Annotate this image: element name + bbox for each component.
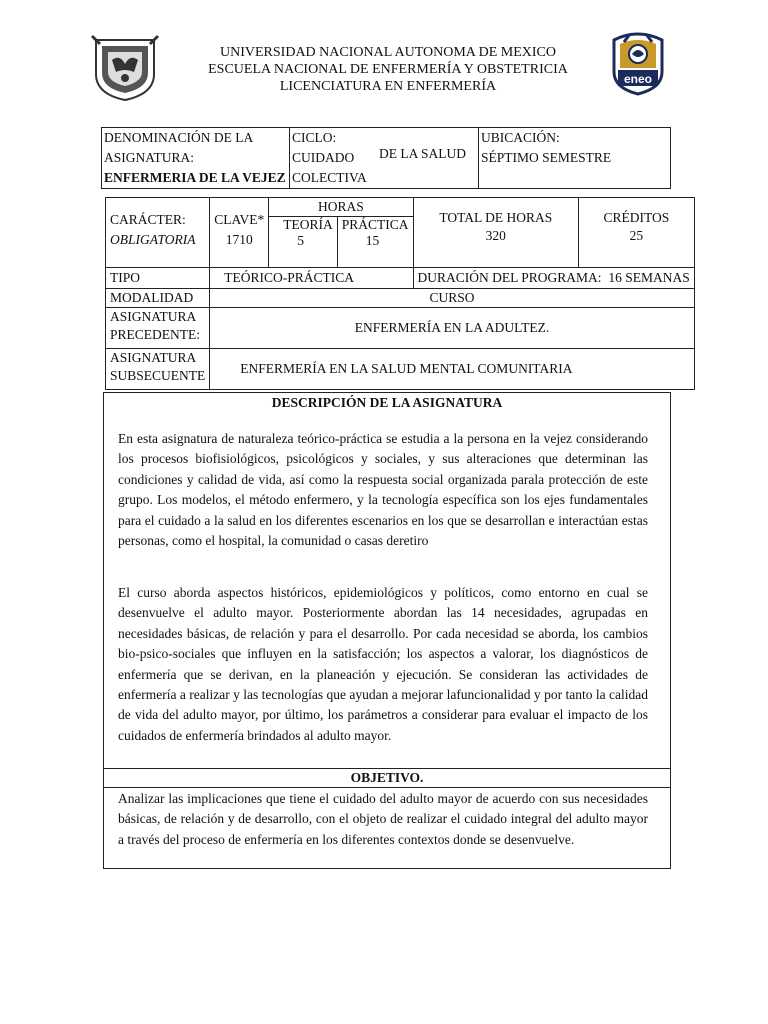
subsecuente-label-1: ASIGNATURA — [110, 350, 197, 365]
eneo-logo — [610, 30, 666, 96]
creditos-cell — [579, 198, 695, 268]
university-name: UNIVERSIDAD NACIONAL AUTONOMA DE MEXICO — [220, 45, 556, 60]
unam-seal-logo — [90, 34, 160, 102]
ciclo-value-2: COLECTIVA — [292, 170, 367, 185]
objective-section — [103, 787, 671, 869]
total-horas-label: TOTAL DE HORAS — [439, 210, 553, 225]
ciclo-value: CUIDADO — [292, 150, 355, 165]
program-name: LICENCIATURA EN ENFERMERÍA — [279, 79, 497, 94]
tipo-label: TIPO — [106, 268, 210, 289]
course-name: ENFERMERIA DE LA VEJEZ — [104, 170, 286, 185]
caracter-value: OBLIGATORIA — [110, 232, 196, 247]
ubicacion-label: UBICACIÓN: — [481, 130, 560, 145]
ciclo-value-cont: DE LA SALUD — [379, 146, 466, 161]
course-details-table — [105, 197, 695, 390]
practica-label: PRÁCTICA — [341, 217, 409, 232]
document-header — [170, 44, 606, 95]
subsecuente-label-2: SUBSECUENTE — [110, 368, 206, 383]
svg-text:eneo: eneo — [623, 72, 653, 86]
ubicacion-cell — [479, 128, 671, 189]
ubicacion-value: SÉPTIMO SEMESTRE — [481, 150, 612, 165]
caracter-cell — [106, 198, 210, 268]
course-info-table — [101, 127, 671, 189]
modalidad-value: CURSO — [210, 289, 694, 308]
horas-header: HORAS — [269, 198, 413, 217]
teoria-label: TEORÍA — [283, 217, 333, 232]
precedente-value: ENFERMERÍA EN LA ADULTEZ. — [210, 308, 694, 349]
practica-cell — [337, 217, 413, 268]
ciclo-label: CICLO: — [292, 130, 337, 145]
objective-text: Analizar las implicaciones que tiene el cuidado del adulto mayor de acuerdo con sus necesidades básicas, de relación y de desarrollo, con el objeto de realizar el cuidado integral del adulto mayor a través del proceso de enfermería en los diferentes contextos donde se desenvuelve. — [118, 791, 648, 847]
teoria-value: 5 — [297, 233, 305, 248]
modalidad-label: MODALIDAD — [106, 289, 210, 308]
denominacion-cell — [102, 128, 290, 189]
objective-title: OBJETIVO. — [103, 768, 671, 788]
duracion-cell — [413, 268, 694, 289]
creditos-value: 25 — [629, 228, 644, 243]
school-name: ESCUELA NACIONAL DE ENFERMERÍA Y OBSTETRICIA — [208, 62, 568, 77]
precedente-label — [106, 308, 210, 349]
description-paragraph-2: El curso aborda aspectos históricos, epidemiológicos y políticos, como entorno en cual se desenvuelve el adulto mayor. Posteriormente abordan las 14 necesidades, agrupadas en necesidades básicas, de relación y para el desarrollo. Por cada necesidad se aborda, los cambios bio-psico-sociales que influyen en la satisfacción; los aspectos a valorar, los diagnósticos de enfermería que se derivan, en la planeación y ejecución. Se consideran las actividades de enfermería a realizar y las tecnologías que ayudan a mejorar lafuncionalidad y por tanto la calidad de vida del adulto mayor, por último, los parámetros a considerar para evaluar el impacto de los cuidados de enfermería brindados al adulto mayor. — [118, 585, 648, 743]
creditos-label: CRÉDITOS — [603, 210, 670, 225]
clave-cell — [210, 198, 269, 268]
precedente-label-2: PRECEDENTE: — [110, 327, 200, 342]
denominacion-label-2: ASIGNATURA: — [104, 150, 195, 165]
precedente-label-1: ASIGNATURA — [110, 309, 197, 324]
duracion-value: 16 SEMANAS — [608, 270, 690, 285]
subsecuente-value: ENFERMERÍA EN LA SALUD MENTAL COMUNITARIA — [210, 349, 694, 390]
clave-label: CLAVE* — [214, 212, 265, 227]
tipo-value — [210, 268, 413, 289]
ciclo-cell — [290, 128, 479, 189]
caracter-label: CARÁCTER: — [110, 212, 186, 227]
total-horas-cell — [413, 198, 578, 268]
tipo-value-text: TEÓRICO-PRÁCTICA — [224, 270, 355, 285]
clave-value: 1710 — [225, 232, 253, 247]
total-horas-value: 320 — [485, 228, 506, 243]
teoria-cell — [269, 217, 338, 268]
denominacion-label: DENOMINACIÓN DE LA — [104, 130, 254, 145]
practica-value: 15 — [365, 233, 380, 248]
description-title: DESCRIPCIÓN DE LA ASIGNATURA — [271, 395, 503, 410]
subsecuente-label — [106, 349, 210, 390]
description-section — [103, 392, 671, 769]
duracion-label: DURACIÓN DEL PROGRAMA: — [417, 270, 602, 285]
description-paragraph-1: En esta asignatura de naturaleza teórico-práctica se estudia a la persona en la vejez considerando los procesos biofisiológicos, psicológicos y sociales, y sus alteraciones que determinan las condiciones y calidad de vida, así como la respuesta social organizada paralа protección de este grupo. Los modelos, el método enfermero, y la tecnología específica son los ejes fundamentales para el cuidado a la salud en los diferentes escenarios en los que se desarrollan e interactúan estas personas, como el hospital, la comunidad o casas deretiro — [118, 431, 648, 549]
